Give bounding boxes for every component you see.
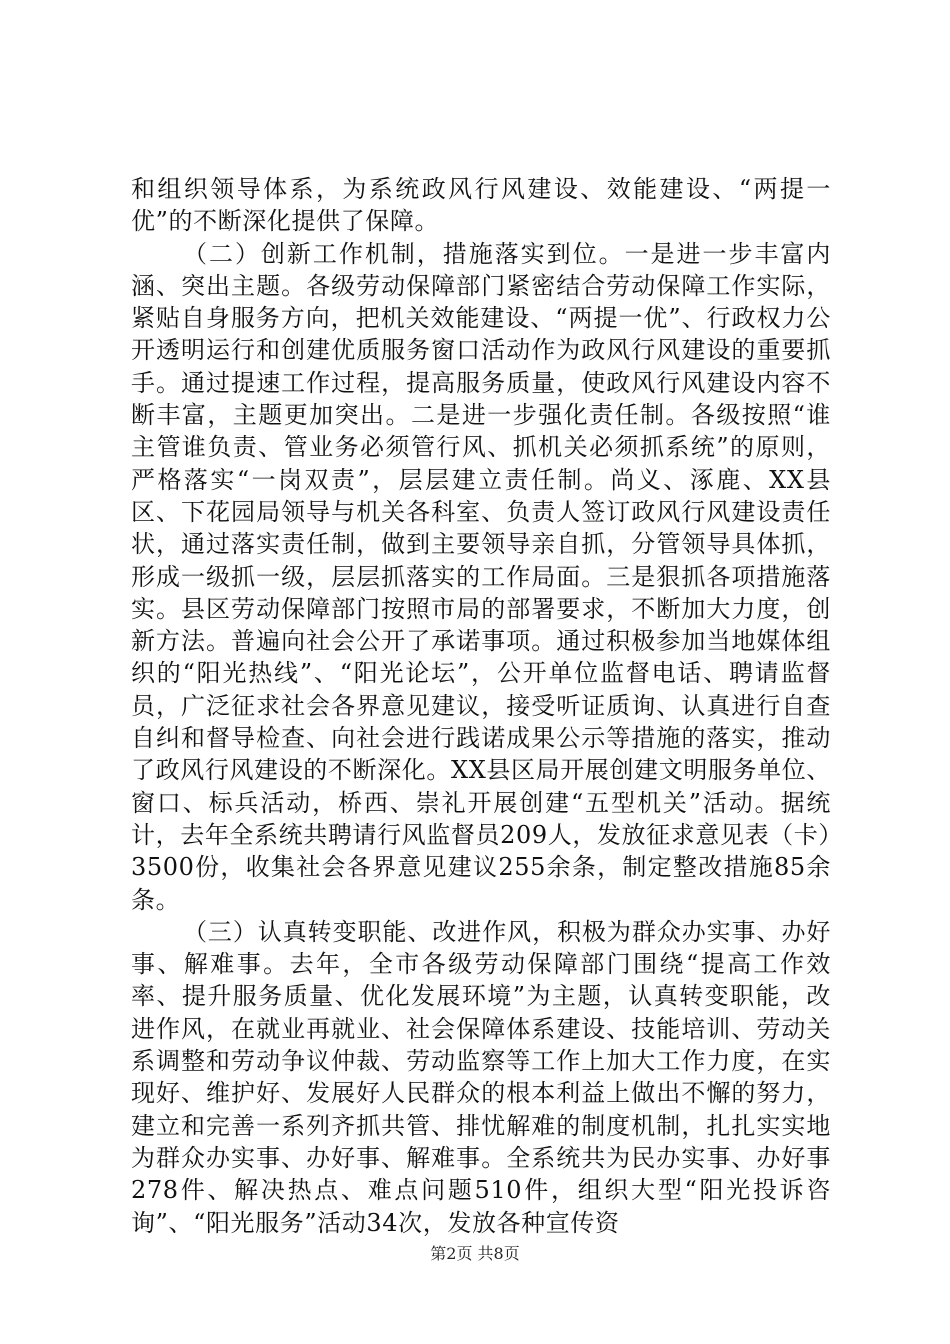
document-body — [131, 173, 831, 1239]
paragraph-section-two: （二）创新工作机制，措施落实到位。一是进一步丰富内涵、突出主题。各级劳动保障部门紧密结合劳动保障工作实际，紧贴自身服务方向，把机关效能建设、“两提一优”、行政权力公开透明运行和创建优质服务窗口活动作为政风行风建设的重要抓手。通过提速工作过程，提高服务质量，使政风行风建设内容不断丰富，主题更加突出。二是进一步强化责任制。各级按照“谁主管谁负责、管业务必须管行风、抓机关必须抓系统”的原则，严格落实“一岗双责”，层层建立责任制。尚义、涿鹿、XX县区、下花园局领导与机关各科室、负责人签订政风行风建设责任状，通过落实责任制，做到主要领导亲自抓，分管领导具体抓，形成一级抓一级，层层抓落实的工作局面。三是狠抓各项措施落实。县区劳动保障部门按照市局的部署要求，不断加大力度，创新方法。普遍向社会公开了承诺事项。通过积极参加当地媒体组织的“阳光热线”、“阳光论坛”，公开单位监督电话、聘请监督员，广泛征求社会各界意见建议，接受听证质询、认真进行自查自纠和督导检查、向社会进行践诺成果公示等措施的落实，推动了政风行风建设的不断深化。XX县区局开展创建文明服务单位、窗口、标兵活动，桥西、崇礼开展创建“五型机关”活动。据统计，去年全系统共聘请行风监督员209人，发放征求意见表（卡）3500份，收集社会各界意见建议255余条，制定整改措施85余条。 — [131, 239, 831, 914]
paragraph-section-three: （三）认真转变职能、改进作风，积极为群众办实事、办好事、解难事。去年，全市各级劳动保障部门围绕“提高工作效率、提升服务质量、优化发展环境”为主题，认真转变职能，改进作风，在就业再就业、社会保障体系建设、技能培训、劳动关系调整和劳动争议仲裁、劳动监察等工作上加大工作力度，在实现好、维护好、发展好人民群众的根本利益上做出不懈的努力，建立和完善一系列齐抓共管、排忧解难的制度机制，扎扎实实地为群众办实事、办好事、解难事。全系统共为民办实事、办好事278件、解决热点、难点问题510件，组织大型“阳光投诉咨询”、“阳光服务”活动34次，发放各种宣传资 — [131, 917, 831, 1237]
paragraph-continuation: 和组织领导体系，为系统政风行风建设、效能建设、“两提一优”的不断深化提供了保障。 — [131, 175, 831, 236]
page-number-footer: 第2页 共8页 — [430, 1244, 520, 1263]
